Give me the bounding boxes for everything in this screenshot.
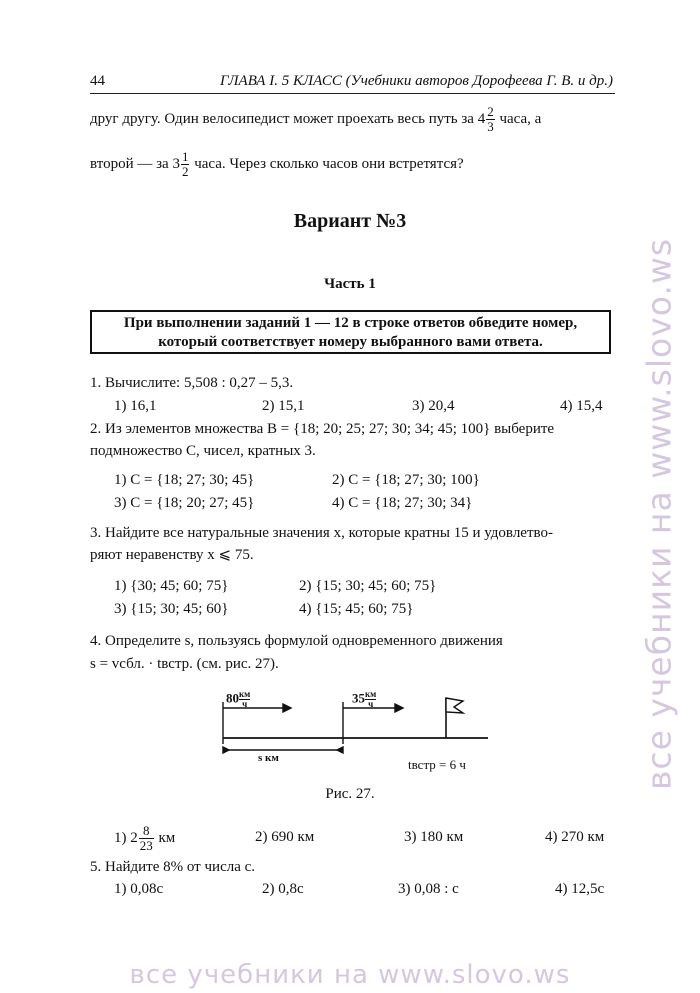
answer-number: 1) — [114, 829, 127, 846]
page-number: 44 — [90, 73, 105, 89]
meeting-time-label: tвстр = 6 ч — [408, 757, 466, 772]
q2-answer-3[interactable]: 3) C = {18; 20; 27; 45} — [114, 495, 255, 511]
side-watermark — [634, 136, 684, 892]
intro-line-1 — [90, 105, 541, 134]
instructions-box — [90, 310, 611, 354]
fraction — [486, 105, 495, 134]
question-2-line-1: 2. Из элементов множества B = {18; 20; 25; 27; 30; 34; 45; 100} выберите — [90, 421, 555, 437]
q4-answer-2[interactable]: 2) 690 км — [255, 829, 315, 845]
unit-numerator: км — [239, 689, 251, 699]
q3-answer-4[interactable]: 4) {15; 45; 60; 75} — [299, 601, 414, 617]
q1-answer-4[interactable]: 4) 15,4 — [560, 398, 603, 414]
question-1: 1. Вычислите: 5,508 : 0,27 – 5,3. — [90, 375, 294, 391]
q3-answer-2[interactable]: 2) {15; 30; 45; 60; 75} — [299, 578, 437, 594]
q3-answer-1[interactable]: 1) {30; 45; 60; 75} — [114, 578, 229, 594]
bottom-watermark: все учебники на www.slovo.ws — [129, 960, 571, 990]
speed-2-label — [352, 690, 376, 709]
unit-denominator: ч — [242, 699, 248, 709]
intro-line-1-suffix: часа, а — [499, 110, 542, 127]
variant-title: Вариант №3 — [293, 210, 407, 232]
intro-line-2-text: второй — за — [90, 155, 169, 172]
question-2-line-2: подмножество C, чисел, кратных 3. — [90, 443, 316, 459]
part-title: Часть 1 — [324, 276, 376, 292]
q4-answer-4[interactable]: 4) 270 км — [545, 829, 605, 845]
q5-answer-2[interactable]: 2) 0,8c — [262, 881, 304, 897]
q2-answer-4[interactable]: 4) C = {18; 27; 30; 34} — [332, 495, 473, 511]
fraction — [181, 150, 190, 179]
q2-answer-2[interactable]: 2) C = {18; 27; 30; 100} — [332, 472, 480, 488]
q1-answer-1[interactable]: 1) 16,1 — [114, 398, 157, 414]
q5-answer-4[interactable]: 4) 12,5c — [555, 881, 605, 897]
mixed-number-whole: 4 — [477, 110, 486, 127]
fraction-numerator: 1 — [181, 149, 189, 164]
arrow-2-head — [395, 704, 403, 712]
question-4-line-2: s = vсбл. · tвстр. (см. рис. 27). — [90, 656, 279, 672]
speed-unit — [239, 690, 250, 709]
q5-answer-1[interactable]: 1) 0,08c — [114, 881, 164, 897]
intro-line-1-text: друг другу. Один велосипедист может проехать весь путь за — [90, 110, 474, 127]
speed-2-value: 35 — [352, 690, 365, 706]
q5-answer-3[interactable]: 3) 0,08 : c — [398, 881, 459, 897]
intro-line-2-suffix: часа. Через сколько часов они встретятся? — [194, 155, 464, 172]
figure-caption: Рис. 27. — [325, 786, 375, 802]
fraction-denominator: 2 — [181, 164, 189, 179]
arrow-1-head — [283, 704, 291, 712]
question-3-line-1: 3. Найдите все натуральные значения x, которые кратны 15 и удовлетво- — [90, 525, 553, 541]
header-rule — [90, 93, 615, 94]
mixed-number-whole: 3 — [172, 155, 180, 172]
fraction-numerator: 2 — [487, 104, 494, 119]
instructions-line-2: который соответствует номеру выбранного вами ответа. — [158, 334, 543, 350]
question-4-line-1: 4. Определите s, пользуясь формулой одновременного движения — [90, 633, 503, 649]
distance-label: s км — [258, 752, 279, 764]
flag-icon — [446, 698, 463, 713]
unit-denominator: ч — [368, 699, 374, 709]
fraction-numerator: 8 — [139, 824, 154, 839]
fraction-denominator: 23 — [139, 838, 153, 853]
fraction-denominator: 3 — [487, 119, 494, 134]
mixed-number-whole: 2 — [130, 829, 138, 846]
speed-1-value: 80 — [226, 690, 239, 706]
q4-answer-1[interactable] — [114, 824, 175, 853]
question-5: 5. Найдите 8% от числа c. — [90, 859, 256, 875]
question-3-line-2: ряют неравенству x ⩽ 75. — [90, 547, 254, 563]
side-watermark-text: все учебники на www.slovo.ws — [639, 237, 679, 791]
speed-unit — [365, 690, 376, 709]
speed-1-label — [226, 690, 250, 709]
intro-line-2 — [90, 150, 464, 179]
q3-answer-3[interactable]: 3) {15; 30; 45; 60} — [114, 601, 229, 617]
answer-unit: км — [158, 829, 176, 846]
q1-answer-3[interactable]: 3) 20,4 — [412, 398, 455, 414]
fraction — [139, 824, 154, 853]
q2-answer-1[interactable]: 1) C = {18; 27; 30; 45} — [114, 472, 255, 488]
unit-numerator: км — [365, 689, 377, 699]
q1-answer-2[interactable]: 2) 15,1 — [262, 398, 305, 414]
q4-answer-3[interactable]: 3) 180 км — [404, 829, 464, 845]
chapter-header: ГЛАВА I. 5 КЛАСС (Учебники авторов Дорофеева Г. В. и др.) — [220, 73, 613, 89]
instructions-line-1: При выполнении заданий 1 — 12 в строке ответов обведите номер, — [123, 315, 578, 331]
